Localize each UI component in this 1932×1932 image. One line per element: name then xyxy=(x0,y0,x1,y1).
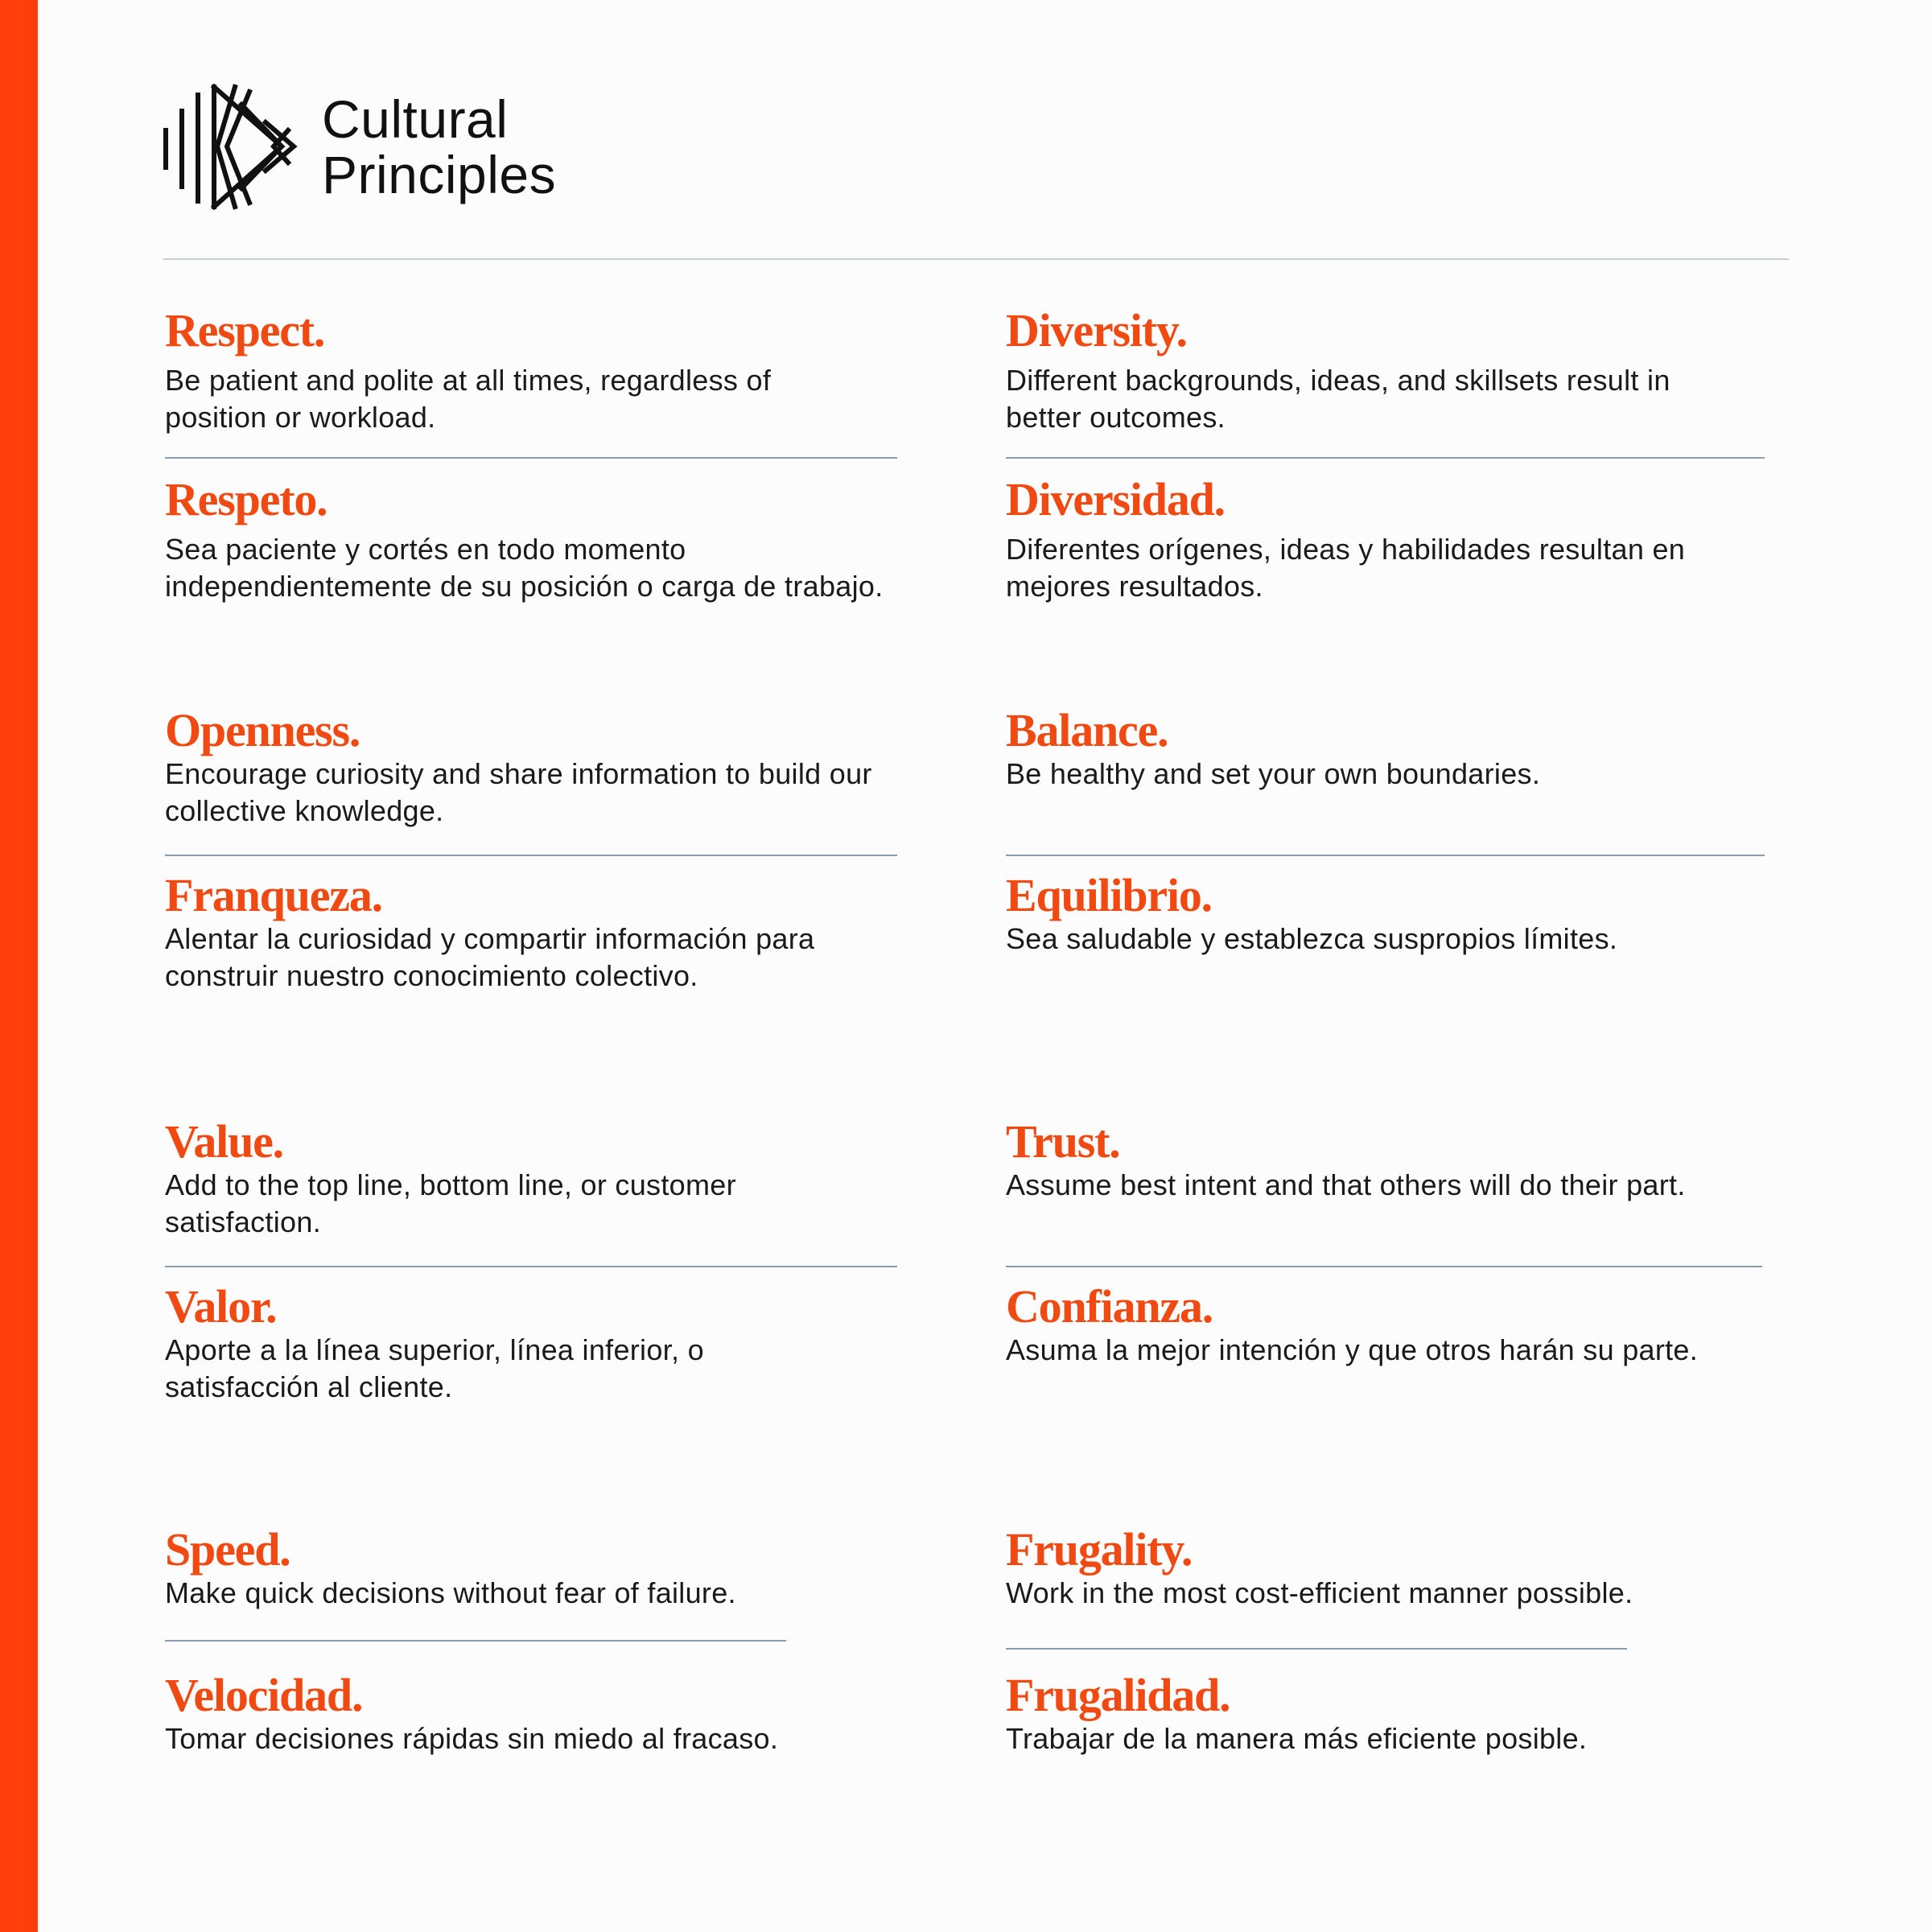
page-title xyxy=(322,89,557,204)
principle-es-title: Velocidad. xyxy=(165,1669,363,1721)
principle-es-desc: Aporte a la línea superior, línea inferior, o satisfacción al cliente. xyxy=(165,1333,704,1403)
principle-es-desc: Alentar la curiosidad y compartir información para construir nuestro conocimiento colectivo. xyxy=(165,922,815,992)
principle-en-desc: Add to the top line, bottom line, or customer satisfaction. xyxy=(165,1168,736,1238)
principle-en-desc: Make quick decisions without fear of failure. xyxy=(165,1576,736,1609)
principle-en-desc: Be healthy and set your own boundaries. xyxy=(1006,757,1541,790)
principle-trust xyxy=(1006,1117,1778,1369)
principle-es-desc: Tomar decisiones rápidas sin miedo al fracaso. xyxy=(165,1722,779,1755)
principle-en-title: Value. xyxy=(165,1115,283,1168)
title-line-1: Cultural xyxy=(322,89,509,149)
arrows-logo-icon xyxy=(161,80,298,213)
header xyxy=(161,80,556,213)
principle-en-desc: Be patient and polite at all times, regardless of position or workload. xyxy=(165,364,772,434)
principle-es-desc: Sea paciente y cortés en todo momento independientemente de su posición o carga de trabajo. xyxy=(165,533,884,603)
accent-bar xyxy=(0,0,38,1932)
principle-value xyxy=(165,1117,937,1406)
principle-en-desc: Assume best intent and that others will do their part. xyxy=(1006,1168,1686,1201)
header-divider xyxy=(163,258,1789,260)
principle-en-desc: Different backgrounds, ideas, and skillsets result in better outcomes. xyxy=(1006,364,1670,434)
principle-es-title: Equilibrio. xyxy=(1006,869,1212,921)
principle-en-title: Balance. xyxy=(1006,704,1168,756)
principle-balance xyxy=(1006,706,1778,958)
principle-es-title: Respeto. xyxy=(165,473,327,525)
principle-en-title: Trust. xyxy=(1006,1115,1120,1168)
principle-en-title: Frugality. xyxy=(1006,1523,1193,1576)
principle-diversity xyxy=(1006,306,1778,605)
principle-en-title: Diversity. xyxy=(1006,304,1187,356)
principle-openness xyxy=(165,706,937,995)
principle-respect xyxy=(165,306,937,605)
principle-en-desc: Encourage curiosity and share information to build our collective knowledge. xyxy=(165,757,872,827)
principle-es-title: Franqueza. xyxy=(165,869,382,921)
principle-es-title: Confianza. xyxy=(1006,1280,1213,1333)
principle-en-title: Openness. xyxy=(165,704,360,756)
principle-es-desc: Sea saludable y establezca suspropios límites. xyxy=(1006,922,1618,955)
principle-es-desc: Asuma la mejor intención y que otros harán su parte. xyxy=(1006,1333,1699,1366)
title-line-2: Principles xyxy=(322,144,557,204)
principle-en-desc: Work in the most cost-efficient manner possible. xyxy=(1006,1576,1633,1609)
principle-es-title: Diversidad. xyxy=(1006,473,1225,525)
principle-es-title: Valor. xyxy=(165,1280,277,1333)
principle-es-desc: Diferentes orígenes, ideas y habilidades resultan en mejores resultados. xyxy=(1006,533,1686,603)
principle-es-desc: Trabajar de la manera más eficiente posible. xyxy=(1006,1722,1588,1755)
principle-speed xyxy=(165,1525,937,1757)
principle-en-title: Speed. xyxy=(165,1523,290,1576)
principle-frugality xyxy=(1006,1525,1778,1757)
principle-en-title: Respect. xyxy=(165,304,325,356)
principle-es-title: Frugalidad. xyxy=(1006,1669,1230,1721)
